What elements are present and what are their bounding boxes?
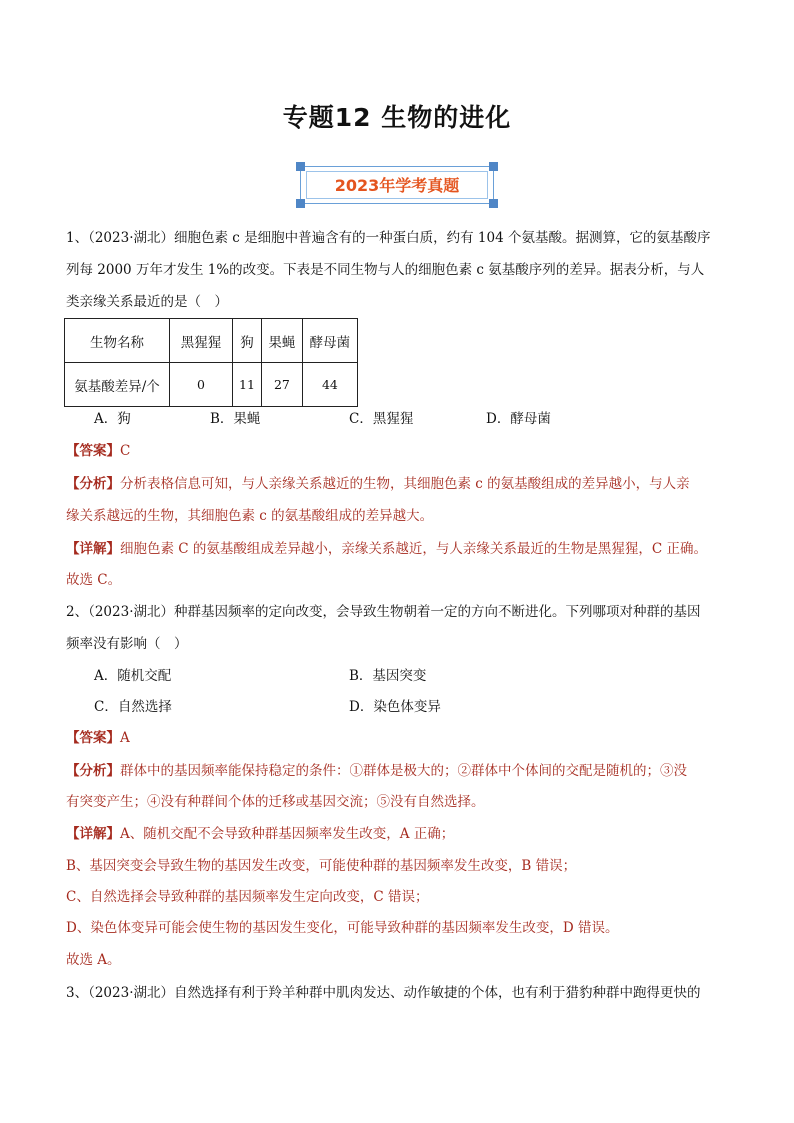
q2-detail-line: D、染色体变异可能会使生物的基因发生变化，可能导致种群的基因频率发生改变，D 错误。 [66, 920, 619, 936]
banner-corner [489, 162, 498, 171]
table-cell: 44 [302, 363, 357, 407]
banner-text: 2023年学考真题 [334, 176, 460, 195]
answer-value: A [120, 730, 130, 746]
table-header-cell: 酵母菌 [302, 319, 357, 363]
table-header-cell: 生物名称 [65, 319, 170, 363]
analysis-text: 群体中的基因频率能保持稳定的条件：①群体是极大的；②群体中个体间的交配是随机的；③没 [120, 763, 687, 779]
table-cell: 27 [261, 363, 302, 407]
banner-corner [489, 199, 498, 208]
q2-analysis [66, 763, 687, 779]
q2-stem-line: 频率没有影响（ ） [66, 636, 188, 652]
analysis-tag: 【分析】 [66, 763, 120, 779]
q2-detail-line: C、自然选择会导致种群的基因频率发生定向改变，C 错误； [66, 889, 429, 905]
q2-option: D．染色体变异 [349, 699, 441, 715]
detail-text: A、随机交配不会导致种群基因频率发生改变，A 正确； [120, 826, 455, 842]
q3-stem-line: 3、（2023·湖北）自然选择有利于羚羊种群中肌肉发达、动作敏捷的个体，也有利于猎豹种群中跑得更快的 [66, 985, 701, 1001]
q2-option: C．自然选择 [94, 699, 172, 715]
table-cell: 11 [233, 363, 262, 407]
page-title: 专题12 生物的进化 [282, 103, 512, 132]
q1-option: B．果蝇 [210, 411, 261, 427]
q2-detail [66, 826, 454, 842]
banner-corner [296, 199, 305, 208]
detail-tag: 【详解】 [66, 826, 120, 842]
table-cell: 0 [170, 363, 233, 407]
q1-analysis [66, 476, 690, 492]
detail-tag: 【详解】 [66, 541, 120, 557]
q2-option: A．随机交配 [94, 668, 172, 684]
table-header-cell: 果蝇 [261, 319, 302, 363]
analysis-tag: 【分析】 [66, 476, 120, 492]
q2-answer [66, 730, 130, 746]
q1-option: C．黑猩猩 [349, 411, 414, 427]
banner-inner [306, 171, 488, 199]
table-row [65, 363, 358, 407]
q1-detail-line: 故选 C。 [66, 572, 122, 588]
banner-corner [296, 162, 305, 171]
q1-stem-line: 类亲缘关系最近的是（ ） [66, 294, 228, 310]
answer-value: C [120, 443, 131, 459]
q2-option: B．基因突变 [349, 668, 427, 684]
table-header-cell: 狗 [233, 319, 262, 363]
q1-analysis-line: 缘关系越远的生物，其细胞色素 c 的氨基酸组成的差异越大。 [66, 508, 434, 524]
table-cell: 氨基酸差异/个 [65, 363, 170, 407]
q1-option: D．酵母菌 [486, 411, 551, 427]
table-header-cell: 黑猩猩 [170, 319, 233, 363]
q2-stem-line: 2、（2023·湖北）种群基因频率的定向改变，会导致生物朝着一定的方向不断进化。下列哪项对种群的基因 [66, 604, 701, 620]
answer-tag: 【答案】 [66, 443, 120, 459]
q1-data-table [64, 318, 358, 407]
answer-tag: 【答案】 [66, 730, 120, 746]
analysis-text: 分析表格信息可知，与人亲缘关系越近的生物，其细胞色素 c 的氨基酸组成的差异越小，与人亲 [120, 476, 690, 492]
q1-option: A．狗 [94, 411, 131, 427]
q2-detail-line: 故选 A。 [66, 952, 121, 968]
section-banner [296, 162, 498, 208]
q1-answer [66, 443, 130, 459]
q1-stem-line: 列每 2000 万年才发生 1%的改变。下表是不同生物与人的细胞色素 c 氨基酸序列的差异。据表分析，与人 [66, 262, 705, 278]
q1-detail [66, 541, 707, 557]
q2-analysis-line: 有突变产生；④没有种群间个体的迁移或基因交流；⑤没有自然选择。 [66, 794, 485, 810]
detail-text: 细胞色素 C 的氨基酸组成差异越小，亲缘关系越近，与人亲缘关系最近的生物是黑猩猩，C 正确。 [120, 541, 708, 557]
q2-detail-line: B、基因突变会导致生物的基因发生改变，可能使种群的基因频率发生改变，B 错误； [66, 858, 577, 874]
q1-stem-line: 1、（2023·湖北）细胞色素 c 是细胞中普遍含有的一种蛋白质，约有 104 个氨基酸。据测算，它的氨基酸序 [66, 230, 711, 246]
table-header-row [65, 319, 358, 363]
